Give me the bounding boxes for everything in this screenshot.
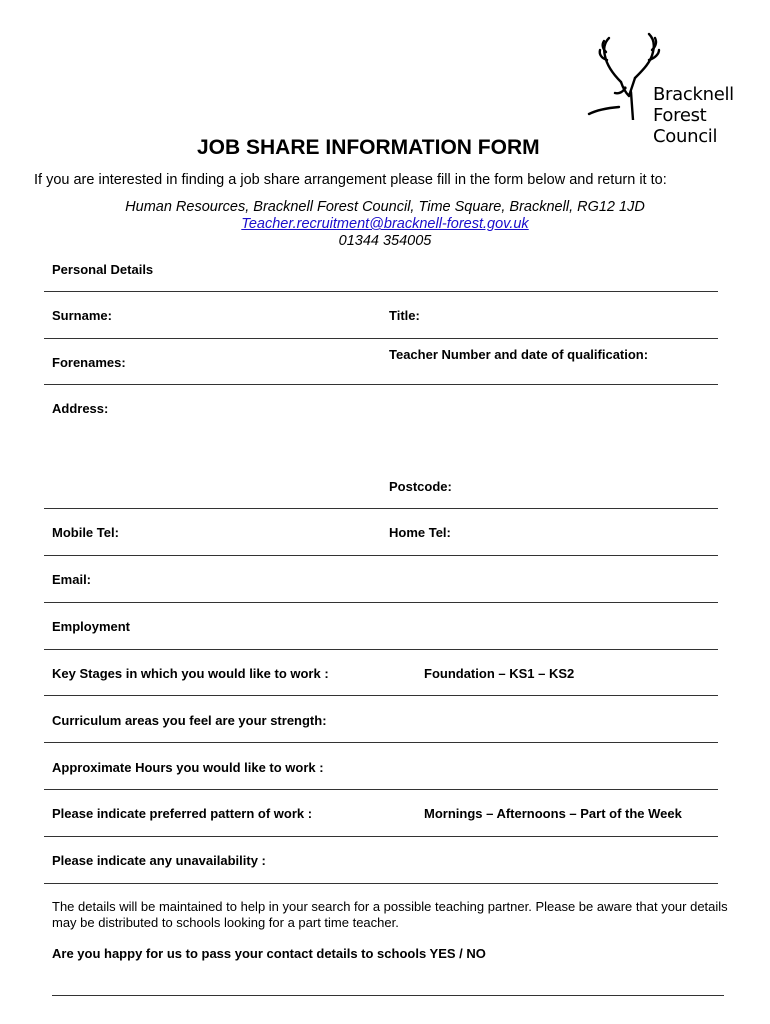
mobile-tel-label: Mobile Tel: — [52, 525, 119, 540]
signature-line — [52, 995, 724, 996]
employment-heading: Employment — [52, 619, 131, 634]
divider — [44, 649, 718, 650]
pattern-options: Mornings – Afternoons – Part of the Week — [424, 806, 682, 821]
divider — [44, 695, 718, 696]
surname-label: Surname: — [52, 308, 112, 323]
consent-question: Are you happy for us to pass your contact details to schools YES / NO — [52, 946, 486, 961]
key-stages-label: Key Stages in which you would like to work : — [52, 666, 329, 681]
address-label: Address: — [52, 401, 109, 416]
divider — [44, 291, 718, 292]
logo-line: Forest — [653, 105, 707, 126]
email-link-wrap — [0, 216, 770, 233]
key-stages-options: Foundation – KS1 – KS2 — [424, 666, 575, 681]
pattern-label: Please indicate preferred pattern of work : — [52, 806, 313, 821]
postcode-label: Postcode: — [389, 479, 452, 494]
divider — [44, 508, 718, 509]
privacy-note: The details will be maintained to help in your search for a possible teaching partner. Please be aware that your details may be distributed to schools looking for a part time teacher. — [52, 899, 728, 930]
council-logo — [585, 30, 750, 150]
title-label: Title: — [389, 308, 420, 323]
form-title: JOB SHARE INFORMATION FORM — [197, 136, 540, 159]
council-name — [653, 84, 734, 147]
personal-details-heading: Personal Details — [52, 262, 154, 277]
divider — [44, 789, 718, 790]
hours-label: Approximate Hours you would like to work : — [52, 760, 324, 775]
divider — [44, 836, 718, 837]
teacher-number-label: Teacher Number and date of qualification: — [389, 347, 649, 362]
divider — [44, 384, 718, 385]
divider — [44, 742, 718, 743]
divider — [44, 602, 718, 603]
intro-text: If you are interested in finding a job share arrangement please fill in the form below and return it to: — [34, 172, 667, 188]
email-link[interactable]: Teacher.recruitment@bracknell-forest.gov.uk — [241, 216, 529, 232]
home-tel-label: Home Tel: — [389, 525, 451, 540]
divider — [44, 883, 718, 884]
logo-line: Bracknell — [653, 84, 734, 105]
forenames-label: Forenames: — [52, 355, 126, 370]
return-address: Human Resources, Bracknell Forest Council, Time Square, Bracknell, RG12 1JD — [125, 199, 645, 215]
divider — [44, 555, 718, 556]
phone-number: 01344 354005 — [338, 233, 432, 249]
curriculum-label: Curriculum areas you feel are your strength: — [52, 713, 327, 728]
unavailability-label: Please indicate any unavailability : — [52, 853, 266, 868]
divider — [44, 338, 718, 339]
logo-line: Council — [653, 126, 718, 147]
email-label: Email: — [52, 572, 92, 587]
